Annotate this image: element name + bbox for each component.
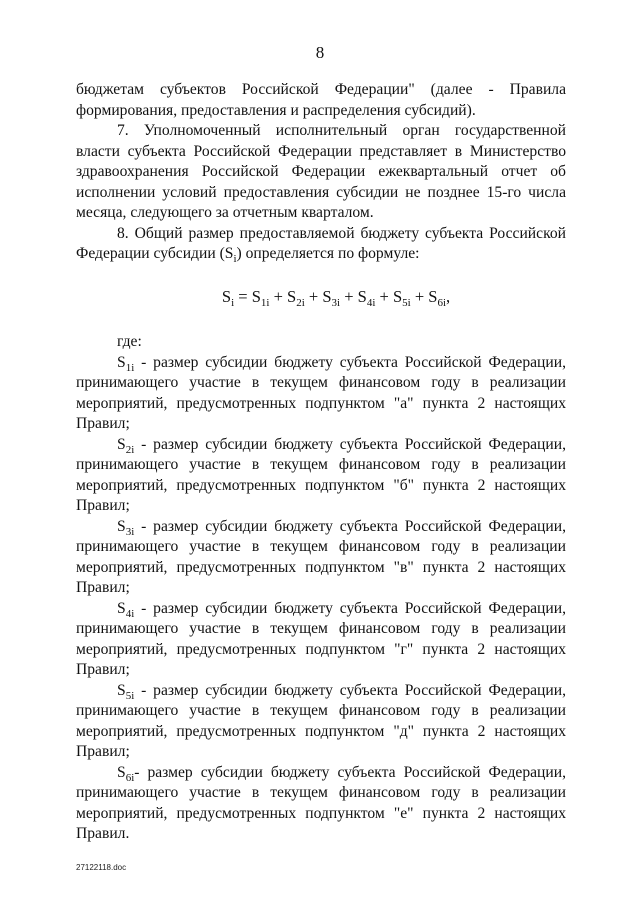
paragraph-7: 7. Уполномоченный исполнительный орган государственной власти субъекта Российской Федерации представляет в Министерство здравоохранения Российской Федерации ежеквартальный отчет об исполнении условий предоставления субсидии не позднее 15-го числа месяца, следующего за отчетным кварталом.: [76, 122, 566, 221]
formula: [76, 287, 566, 308]
formula-operator: +: [304, 286, 323, 306]
definition-symbol: S: [117, 763, 126, 781]
formula-term: [357, 286, 393, 309]
formula-term-symbol: S: [251, 286, 261, 306]
formula-term: [287, 286, 323, 309]
paragraph-8-text-end: ) определяется по формуле:: [236, 245, 420, 262]
formula-term: [251, 286, 287, 309]
formula-operator: +: [269, 286, 287, 306]
document-body: [76, 80, 566, 845]
footer-filename: 27122118.doc: [76, 863, 127, 872]
paragraph-continuation: бюджетам субъектов Российской Федерации" (далее - Правила формирования, предоставления и распределения субсидий).: [76, 81, 566, 119]
definition-item: [76, 681, 566, 763]
definition-item: [76, 517, 566, 599]
formula-term-symbol: S: [287, 286, 297, 306]
definition-subscript: 6i: [125, 771, 135, 784]
formula-operator: +: [375, 286, 393, 306]
formula-operator: +: [340, 286, 358, 306]
definition-item: [76, 599, 566, 681]
definition-subscript: 2i: [125, 443, 135, 456]
definition-text: - размер субсидии бюджету субъекта Российской Федерации, принимающего участие в текущем финансовом году в реализации мероприятий, предусмотренных подпунктом "б" пункта 2 настоящих Правил;: [76, 435, 566, 514]
formula-operator: ,: [446, 286, 451, 306]
paragraph-8: [76, 224, 566, 265]
formula-term-symbol: S: [357, 286, 367, 306]
formula-term: [428, 286, 451, 309]
formula-lhs: S: [221, 286, 232, 306]
definition-text: - размер субсидии бюджету субъекта Российской Федерации, принимающего участие в текущем финансовом году в реализации мероприятий, предусмотренных подпунктом "г" пункта 2 настоящих Правил;: [76, 599, 566, 678]
definition-symbol: S: [117, 353, 126, 371]
page-number: 8: [315, 43, 325, 62]
formula-term-subscript: 5i: [402, 296, 411, 309]
definition-item: [76, 353, 566, 435]
paragraph-8-text-start: 8. Общий размер предоставляемой бюджету субъекта Российской Федерации субсидии (S: [76, 224, 566, 262]
definition-text: - размер субсидии бюджету субъекта Российской Федерации, принимающего участие в текущем финансовом году в реализации мероприятий, предусмотренных подпунктом "е" пункта 2 настоящих Правил.: [76, 763, 566, 842]
definition-text: - размер субсидии бюджету субъекта Российской Федерации, принимающего участие в текущем финансовом году в реализации мероприятий, предусмотренных подпунктом "в" пункта 2 настоящих Правил;: [76, 517, 566, 596]
definition-item: [76, 763, 566, 845]
formula-term: [392, 286, 429, 309]
definition-text: - размер субсидии бюджету субъекта Российской Федерации, принимающего участие в текущем финансовом году в реализации мероприятий, предусмотренных подпунктом "а" пункта 2 настоящих Правил;: [76, 353, 566, 432]
paragraph-8-subscript: i: [233, 253, 237, 265]
formula-equals: =: [234, 286, 252, 306]
definition-symbol: S: [117, 599, 126, 617]
definition-subscript: 5i: [125, 689, 135, 702]
definition-text: - размер субсидии бюджету субъекта Российской Федерации, принимающего участие в текущем финансовом году в реализации мероприятий, предусмотренных подпунктом "д" пункта 2 настоящих Правил;: [76, 681, 566, 760]
formula-term-symbol: S: [392, 286, 403, 306]
definition-subscript: 4i: [125, 607, 135, 620]
formula-term: [322, 286, 358, 309]
formula-term-subscript: 4i: [366, 296, 376, 309]
definition-subscript: 1i: [125, 361, 135, 374]
formula-lhs-subscript: i: [231, 296, 235, 309]
formula-term-subscript: 2i: [296, 296, 305, 309]
definition-symbol: S: [117, 517, 126, 535]
formula-term-subscript: 1i: [260, 296, 270, 309]
formula-term-subscript: 3i: [331, 296, 341, 309]
formula-operator: +: [410, 286, 429, 306]
definition-item: [76, 435, 566, 517]
where-label: где:: [117, 333, 142, 350]
definition-symbol: S: [117, 435, 126, 453]
definition-symbol: S: [117, 681, 126, 699]
formula-term-symbol: S: [322, 286, 332, 306]
formula-term-symbol: S: [428, 286, 438, 306]
formula-term-subscript: 6i: [437, 296, 446, 309]
definition-subscript: 3i: [125, 525, 135, 538]
